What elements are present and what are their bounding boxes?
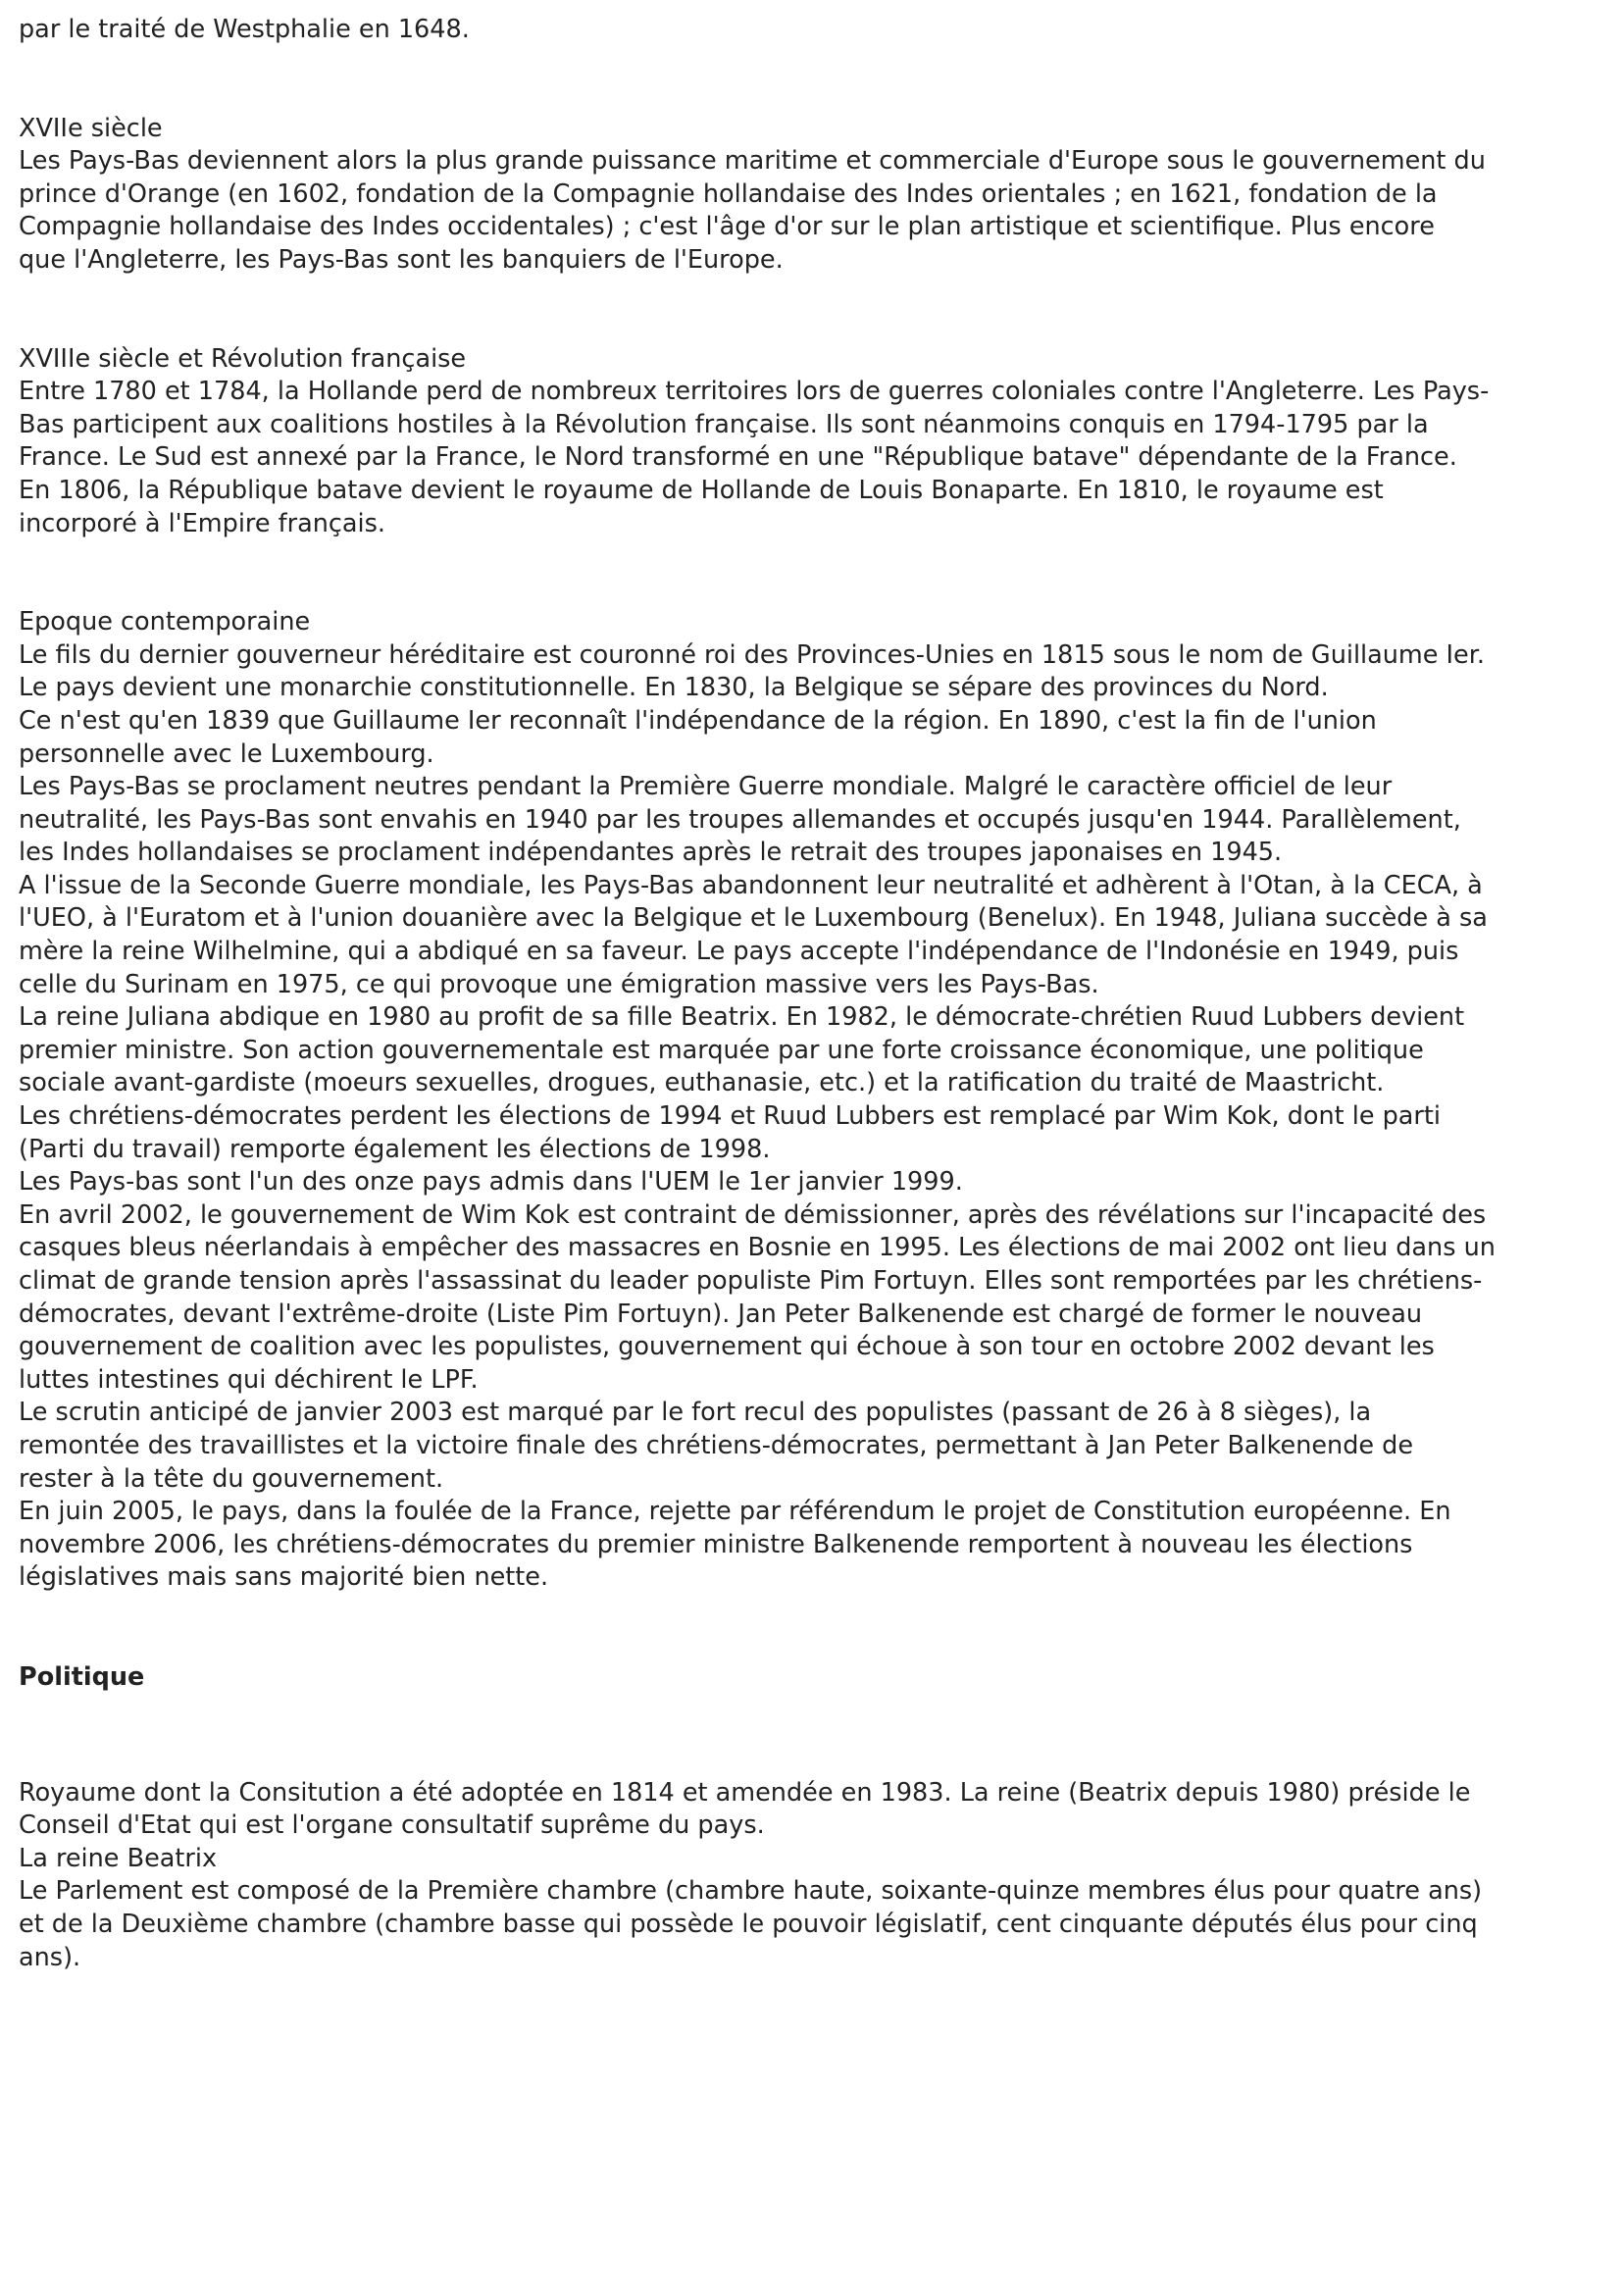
paragraph-line: Compagnie hollandaise des Indes occidentales) ; c'est l'âge d'or sur le plan artistique et scientifique. Plus encore — [19, 212, 1435, 242]
section-title: Epoque contemporaine — [19, 607, 311, 637]
section-epoque-contemporaine — [19, 606, 1609, 1595]
paragraph-line: Les Pays-bas sont l'un des onze pays admis dans l'UEM le 1er janvier 1999. — [19, 1167, 963, 1198]
paragraph-line: remontée des travaillistes et la victoire finale des chrétiens-démocrates, permettant à Jan Peter Balkenende de — [19, 1430, 1414, 1460]
paragraph-line: En juin 2005, le pays, dans la foulée de la France, rejette par référendum le projet de Constitution européenne. En — [19, 1497, 1451, 1527]
paragraph-line: France. Le Sud est annexé par la France, le Nord transformé en une "République batave" dépendante de la France. — [19, 442, 1457, 473]
paragraph-line: gouvernement de coalition avec les populistes, gouvernement qui échoue à son tour en octobre 2002 devant les — [19, 1332, 1435, 1362]
paragraph-line: La reine Beatrix — [19, 1843, 218, 1873]
paragraph-line: rester à la tête du gouvernement. — [19, 1463, 444, 1494]
paragraph-line: A l'issue de la Seconde Guerre mondiale, les Pays-Bas abandonnent leur neutralité et adhèrent à l'Otan, à la CECA, à — [19, 870, 1483, 900]
paragraph-line: Bas participent aux coalitions hostiles à la Révolution française. Ils sont néanmoins conquis en 1794-1795 par la — [19, 409, 1429, 439]
paragraph-line: législatives mais sans majorité bien nette. — [19, 1562, 549, 1593]
paragraph-line: Ce n'est qu'en 1839 que Guillaume Ier reconnaît l'indépendance de la région. En 1890, c'est la fin de l'union — [19, 705, 1377, 736]
section-title: XVIIIe siècle et Révolution française — [19, 343, 467, 374]
spacer — [19, 1595, 1609, 1661]
paragraph-line: Le fils du dernier gouverneur héréditaire est couronné roi des Provinces-Unies en 1815 sous le nom de Guillaume Ier. — [19, 639, 1485, 670]
paragraph-line: Les Pays-Bas se proclament neutres pendant la Première Guerre mondiale. Malgré le caractère officiel de leur — [19, 772, 1393, 802]
paragraph-line: incorporé à l'Empire français. — [19, 508, 385, 538]
paragraph-line: l'UEO, à l'Euratom et à l'union douanière avec la Belgique et le Luxembourg (Benelux). En 1948, Juliana succède à sa — [19, 903, 1488, 934]
spacer — [19, 278, 1609, 343]
paragraph-line: mère la reine Wilhelmine, qui a abdiqué en sa faveur. Le pays accepte l'indépendance de l'Indonésie en 1949, puis — [19, 937, 1459, 967]
paragraph-line: Royaume dont la Consitution a été adoptée en 1814 et amendée en 1983. La reine (Beatrix depuis 1980) préside le — [19, 1777, 1471, 1808]
paragraph-line: Conseil d'Etat qui est l'organe consultatif suprême du pays. — [19, 1810, 765, 1841]
paragraph-line: Le scrutin anticipé de janvier 2003 est marqué par le fort recul des populistes (passant de 26 à 8 sièges), la — [19, 1398, 1372, 1428]
intro-line: par le traité de Westphalie en 1648. — [19, 15, 470, 44]
paragraph-line: Les chrétiens-démocrates perdent les élections de 1994 et Ruud Lubbers est remplacé par Wim Kok, dont le parti — [19, 1101, 1442, 1132]
section-xviie-siecle — [19, 113, 1609, 278]
paragraph-line: Le pays devient une monarchie constitutionnelle. En 1830, la Belgique se sépare des provinces du Nord. — [19, 673, 1329, 703]
paragraph-line: casques bleus néerlandais à empêcher des massacres en Bosnie en 1995. Les élections de mai 2002 ont lieu dans un — [19, 1233, 1496, 1263]
spacer — [19, 47, 1609, 113]
paragraph-line: prince d'Orange (en 1602, fondation de la Compagnie hollandaise des Indes orientales ; en 1621, fondation de la — [19, 178, 1438, 209]
paragraph-line: luttes intestines qui déchirent le LPF. — [19, 1364, 479, 1395]
paragraph-line: sociale avant-gardiste (moeurs sexuelles, drogues, euthanasie, etc.) et la ratification du traité de Maastricht. — [19, 1068, 1385, 1098]
section-politique — [19, 1661, 1609, 1974]
paragraph-line: personnelle avec le Luxembourg. — [19, 739, 434, 769]
paragraph-line: climat de grande tension après l'assassinat du leader populiste Pim Fortuyn. Elles sont remportées par les chrétiens- — [19, 1266, 1483, 1296]
paragraph-line: novembre 2006, les chrétiens-démocrates du premier ministre Balkenende remportent à nouveau les élections — [19, 1529, 1413, 1559]
politique-heading: Politique — [19, 1661, 145, 1692]
paragraph-line: En 1806, la République batave devient le royaume de Hollande de Louis Bonaparte. En 1810, le royaume est — [19, 475, 1384, 505]
paragraph-line: Entre 1780 et 1784, la Hollande perd de nombreux territoires lors de guerres coloniales contre l'Angleterre. Les Pays- — [19, 377, 1490, 407]
paragraph-line: démocrates, devant l'extrême-droite (Liste Pim Fortuyn). Jan Peter Balkenende est chargé de former le nouveau — [19, 1299, 1423, 1329]
paragraph-line: neutralité, les Pays-Bas sont envahis en 1940 par les troupes allemandes et occupés jusqu'en 1944. Parallèlement, — [19, 804, 1461, 835]
paragraph-line: premier ministre. Son action gouvernementale est marquée par une forte croissance économique, une politique — [19, 1035, 1424, 1065]
paragraph-line: Les Pays-Bas deviennent alors la plus grande puissance maritime et commerciale d'Europe sous le gouvernement du — [19, 146, 1486, 177]
section-title: XVIIe siècle — [19, 113, 163, 143]
paragraph-line: En avril 2002, le gouvernement de Wim Kok est contraint de démissionner, après des révélations sur l'incapacité des — [19, 1199, 1487, 1230]
spacer — [19, 1695, 1609, 1777]
paragraph-line: (Parti du travail) remporte également les élections de 1998. — [19, 1134, 771, 1164]
paragraph-line: celle du Surinam en 1975, ce qui provoque une émigration massive vers les Pays-Bas. — [19, 969, 1099, 999]
spacer — [19, 540, 1609, 606]
paragraph-line: La reine Juliana abdique en 1980 au profit de sa fille Beatrix. En 1982, le démocrate-chrétien Ruud Lubbers devient — [19, 1002, 1465, 1033]
paragraph-line: ans). — [19, 1942, 81, 1972]
paragraph-line: que l'Angleterre, les Pays-Bas sont les banquiers de l'Europe. — [19, 244, 784, 275]
paragraph-line: les Indes hollandaises se proclament indépendantes après le retrait des troupes japonaises en 1945. — [19, 838, 1283, 868]
document-page — [19, 14, 1609, 1974]
paragraph-line: Le Parlement est composé de la Première chambre (chambre haute, soixante-quinze membres élus pour quatre ans) — [19, 1876, 1483, 1907]
section-xviiie-siecle — [19, 343, 1609, 541]
paragraph-line: et de la Deuxième chambre (chambre basse qui possède le pouvoir législatif, cent cinquante députés élus pour cinq — [19, 1909, 1478, 1939]
